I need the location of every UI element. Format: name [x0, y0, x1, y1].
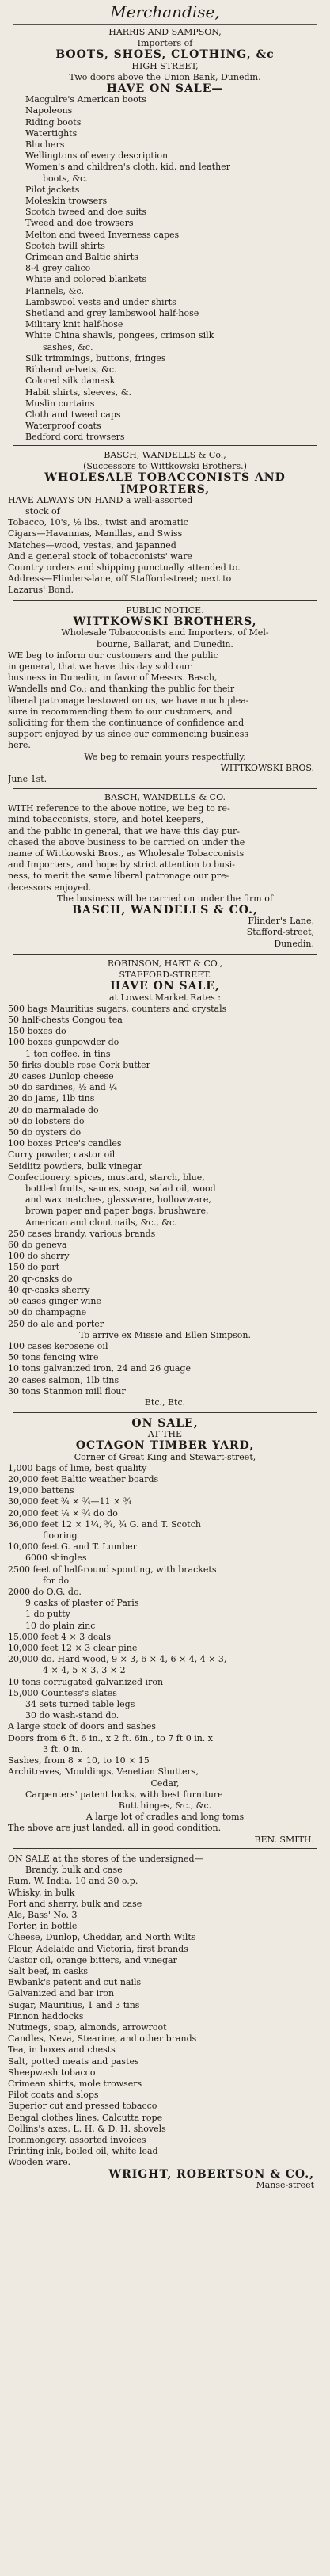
- ad-line: bourne, Ballarat, and Dunedin.: [97, 638, 233, 650]
- ad-line: Ironmongery, assorted invoices: [8, 2135, 146, 2146]
- ad-line: STAFFORD-STREET.: [119, 970, 211, 981]
- ad-line: 40 qr-casks sherry: [8, 1284, 90, 1295]
- ad-line: 10,000 feet G. and T. Lumber: [8, 1541, 137, 1553]
- ad-line: decessors enjoyed.: [8, 882, 92, 893]
- ad-line: WRIGHT, ROBERTSON & CO.,: [108, 2168, 314, 2180]
- ad-line: 9 casks of plaster of Paris: [25, 1598, 139, 1609]
- ad-line: Rum, W. India, 10 and 30 o.p.: [8, 1876, 138, 1887]
- ad-line: Matches—wood, vestas, and japanned: [8, 539, 176, 551]
- ad-line: 50 half-chests Congou tea: [8, 1015, 123, 1026]
- ad-line: Flannels, &c.: [25, 285, 84, 296]
- ad-line: 10 do plain zinc: [25, 1620, 96, 1631]
- ad-line: Silk trimmings, buttons, fringes: [25, 352, 166, 364]
- ad-wright-robertson: [8, 1854, 322, 2194]
- ad-line: Galvanized and bar iron: [8, 1988, 115, 1999]
- ad-line: boots, &c.: [43, 173, 88, 184]
- ad-line: Melton and tweed Inverness capes: [25, 229, 180, 240]
- ad-harris-and-sampson: [8, 27, 322, 443]
- ad-line: IMPORTERS,: [119, 483, 211, 495]
- ad-line: Lambswool vests and under shirts: [25, 296, 176, 307]
- ad-line: Habit shirts, sleeves, &.: [25, 387, 132, 398]
- ad-line: BASCH, WANDELLS & Co.,: [104, 450, 226, 460]
- ad-line: Riding boots: [25, 116, 82, 128]
- ad-line: Confectionery, spices, mustard, starch, blue,: [8, 1172, 205, 1183]
- section-heading: Merchandise,: [110, 2, 220, 21]
- ad-line: 50 cases ginger wine: [8, 1296, 101, 1307]
- ad-line: We beg to remain yours respectfully,: [84, 751, 246, 762]
- ad-line: Colored silk damask: [25, 375, 116, 387]
- ad-line: 2500 feet of half-round spouting, with brackets: [8, 1564, 217, 1575]
- ad-line: Finnon haddocks: [8, 2010, 84, 2022]
- ad-line: 250 cases brandy, various brands: [8, 1228, 156, 1239]
- ad-line: White and colored blankets: [25, 274, 147, 285]
- ad-line: ON SALE,: [131, 1418, 199, 1430]
- ad-line: 250 do ale and porter: [8, 1318, 104, 1329]
- ad-line: stock of: [25, 506, 60, 517]
- ad-line: ness, to merit the same liberal patronage our pre-: [8, 871, 229, 882]
- ad-line: Scotch twill shirts: [25, 240, 105, 251]
- ad-line: ON SALE at the stores of the undersigned—: [8, 1854, 203, 1864]
- ad-basch-wandells-tobacconists: [8, 450, 322, 597]
- ad-line: BEN. SMITH.: [254, 1834, 314, 1845]
- ad-line: at Lowest Market Rates :: [109, 992, 221, 1003]
- ad-octagon-timber-yard: [8, 1418, 322, 1846]
- ad-line: 20 cases Dunlop cheese: [8, 1071, 114, 1082]
- ad-line: Tobacco, 10's, ½ lbs., twist and aromatic: [8, 517, 188, 528]
- ad-line: June 1st.: [8, 774, 47, 785]
- ad-line: 1 do putty: [25, 1609, 70, 1620]
- ad-line: 20,000 do. Hard wood, 9 × 3, 6 × 4, 6 × 4, 4 × 3,: [8, 1654, 227, 1665]
- ad-line: Lazarus' Bond.: [8, 585, 74, 596]
- ad-line: 50 do sardines, ½ and ¼: [8, 1082, 117, 1093]
- ad-line: chased the above business to be carried on under the: [8, 836, 245, 848]
- ad-line: 20,000 feet Baltic weather boards: [8, 1474, 159, 1485]
- ad-line: here.: [8, 740, 31, 751]
- ad-line: 36,000 feet 12 × 1¼, ¾, ¾ G. and T. Scotch: [8, 1519, 201, 1530]
- ad-separator: [13, 954, 317, 955]
- ad-line: Bluchers: [25, 139, 65, 151]
- ad-line: Shetland and grey lambswool half-hose: [25, 308, 199, 319]
- ad-line: WITTKOWSKI BROTHERS,: [73, 616, 257, 628]
- ad-line: Country orders and shipping punctually attended to.: [8, 562, 241, 574]
- ad-line: 30 do wash-stand do.: [25, 1710, 119, 1721]
- ad-line: soliciting for them the continuance of confidence and: [8, 718, 245, 729]
- ad-line: Bengal clothes lines, Calcutta rope: [8, 2112, 163, 2123]
- ad-line: brown paper and paper bags, brushware,: [25, 1206, 209, 1217]
- ad-line: Crimean and Baltic shirts: [25, 252, 138, 263]
- ad-line: 20 cases salmon, 1lb tins: [8, 1374, 119, 1385]
- ad-line: name of Wittkowski Bros., as Wholesale Tobacconists: [8, 848, 245, 859]
- ad-line: Carpenters' patent locks, with best furniture: [25, 1789, 223, 1800]
- ad-line: 2000 do O.G. do.: [8, 1587, 82, 1598]
- ad-line: 50 do oysters do: [8, 1127, 82, 1138]
- ad-line: Tea, in boxes and chests: [8, 2044, 116, 2056]
- ad-separator: [13, 1848, 317, 1849]
- ad-line: Porter, in bottle: [8, 1921, 78, 1932]
- ad-line: Etc., Etc.: [144, 1397, 186, 1408]
- ad-line: 34 sets turned table legs: [25, 1699, 135, 1710]
- ad-line: 1 ton coffee, in tins: [25, 1048, 111, 1059]
- ad-line: Sheepwash tobacco: [8, 2067, 96, 2078]
- ad-line: 10,000 feet 12 × 3 clear pine: [8, 1643, 138, 1654]
- ad-line: Napoleons: [25, 105, 73, 116]
- ad-separator: [13, 445, 317, 446]
- ad-line: Cheese, Dunlop, Cheddar, and North Wilts: [8, 1932, 196, 1943]
- ad-line: Macgulre's American boots: [25, 94, 146, 105]
- ad-line: 100 do sherry: [8, 1251, 70, 1262]
- ad-line: for do: [43, 1575, 70, 1586]
- ad-line: HAVE ON SALE—: [106, 83, 224, 95]
- ad-separator: [13, 1412, 317, 1413]
- ad-line: flooring: [43, 1530, 78, 1541]
- ad-line: 50 do champagne: [8, 1307, 87, 1318]
- ad-line: 20 do marmalade do: [8, 1104, 99, 1115]
- ad-line: Military knit half-hose: [25, 319, 123, 330]
- ad-line: Dunedin.: [274, 938, 314, 949]
- ad-line: sure in recommending them to our customers, and: [8, 706, 233, 717]
- ad-line: Flinder's Lane,: [248, 916, 314, 927]
- ad-line: 15,000 Countess's slates: [8, 1687, 117, 1698]
- ad-line: Wellingtons of every description: [25, 151, 169, 162]
- ad-line: Pilot coats and slops: [8, 2090, 99, 2101]
- ad-line: liberal patronage bestowed on us, we have much plea-: [8, 695, 249, 706]
- ad-line: support enjoyed by us since our commencing business: [8, 729, 249, 740]
- ad-line: 10 tons corrugated galvanized iron: [8, 1676, 164, 1687]
- ad-line: (Successors to Wittkowski Brothers.): [83, 461, 247, 472]
- ad-line: To arrive ex Missie and Ellen Simpson.: [79, 1329, 251, 1340]
- ad-line: Bedford cord trowsers: [25, 432, 125, 443]
- ad-line: business in Dunedin, in favor of Messrs. Basch,: [8, 673, 218, 684]
- ad-separator: [13, 600, 317, 601]
- ad-line: Wandells and Co.; and thanking the public for their: [8, 684, 235, 695]
- ad-line: Corner of Great King and Stewart-street,: [74, 1451, 256, 1462]
- ad-line: BOOTS, SHOES, CLOTHING, &c: [55, 49, 275, 61]
- ad-line: 6000 shingles: [25, 1553, 87, 1564]
- ad-line: Ewbank's patent and cut nails: [8, 1977, 142, 1988]
- ad-line: HAVE ON SALE,: [110, 981, 220, 993]
- ad-line: Sashes, from 8 × 10, to 10 × 15: [8, 1755, 150, 1766]
- ad-line: 20 qr-casks do: [8, 1273, 73, 1284]
- ad-line: Collins's axes, L. H. & D. H. shovels: [8, 2123, 166, 2134]
- ad-line: A large stock of doors and sashes: [8, 1721, 156, 1732]
- ad-line: 100 cases kerosene oil: [8, 1340, 108, 1351]
- ad-line: Cloth and tweed caps: [25, 409, 121, 420]
- ad-line: 15,000 feet 4 × 3 deals: [8, 1631, 111, 1642]
- ad-basch-wandells-notice: [8, 792, 322, 951]
- ad-line: Brandy, bulk and case: [25, 1865, 123, 1876]
- ad-line: WITH reference to the above notice, we beg to re-: [8, 803, 230, 814]
- ad-line: Scotch tweed and doe suits: [25, 207, 147, 218]
- ad-line: 500 bags Mauritius sugars, counters and crystals: [8, 1003, 227, 1014]
- ad-separator: [13, 788, 317, 789]
- ad-line: Superior cut and pressed tobacco: [8, 2101, 157, 2112]
- ad-line: Nutmegs, soap, almonds, arrowroot: [8, 2022, 167, 2033]
- ad-line: 150 do port: [8, 1262, 59, 1273]
- ad-line: Manse-street: [256, 2179, 314, 2190]
- ad-line: mind tobacconists, store, and hotel keepers,: [8, 814, 204, 825]
- ad-line: BASCH, WANDELLS & CO.,: [72, 905, 258, 916]
- ad-line: 100 boxes gunpowder do: [8, 1037, 119, 1048]
- heading-rule: [13, 24, 317, 25]
- ad-line: HIGH STREET,: [131, 60, 199, 71]
- ad-line: Flour, Adelaide and Victoria, first brands: [8, 1943, 188, 1954]
- ad-line: Wholesale Tobacconists and Importers, of Mel-: [61, 627, 269, 638]
- ad-line: PUBLIC NOTICE.: [126, 605, 204, 615]
- ad-line: 10 tons galvanized iron, 24 and 26 guage: [8, 1363, 191, 1374]
- ad-line: Cigars—Havannas, Manillas, and Swiss: [8, 528, 183, 539]
- ad-line: WHOLESALE TOBACCONISTS AND: [44, 472, 286, 484]
- ad-line: Pilot jackets: [25, 184, 80, 195]
- ad-line: 4 × 4, 5 × 3, 3 × 2: [43, 1665, 126, 1676]
- ad-line: Doors from 6 ft. 6 in., x 2 ft. 6in., to 7 ft 0 in. x: [8, 1732, 213, 1743]
- ad-line: Butt hinges, &c., &c.: [118, 1800, 212, 1811]
- ad-line: Seidlitz powders, bulk vinegar: [8, 1160, 142, 1172]
- ad-line: WITTKOWSKI BROS.: [220, 762, 314, 773]
- ad-line: 30,000 feet ¾ × ¾—11 × ¾: [8, 1496, 132, 1507]
- ad-line: And a general stock of tobacconists' ware: [8, 551, 192, 562]
- ad-line: and wax matches, glassware, hollowware,: [25, 1195, 211, 1206]
- ad-line: Watertights: [25, 128, 78, 139]
- ad-line: 50 firks double rose Cork butter: [8, 1059, 150, 1070]
- ad-line: 8-4 grey calico: [25, 263, 91, 274]
- ad-line: The above are just landed, all in good condition.: [8, 1823, 222, 1834]
- ad-line: Curry powder, castor oil: [8, 1149, 116, 1160]
- ad-line: 50 do lobsters do: [8, 1115, 85, 1126]
- ad-line: HAVE ALWAYS ON HAND a well-assorted: [8, 494, 193, 505]
- ad-line: Address—Flinders-lane, off Stafford-street; next to: [8, 574, 232, 585]
- ad-line: Wooden ware.: [8, 2157, 71, 2168]
- ad-line: Cedar,: [150, 1778, 180, 1789]
- ad-line: Stafford-street,: [246, 927, 314, 938]
- ad-line: 60 do geneva: [8, 1240, 67, 1251]
- ad-line: White China shawls, pongees, crimson silk: [25, 330, 214, 341]
- ad-line: Tweed and doe trowsers: [25, 218, 134, 229]
- ad-line: 3 ft. 0 in.: [43, 1743, 83, 1755]
- ad-line: Moleskin trowsers: [25, 196, 108, 207]
- ad-line: Two doors above the Union Bank, Dunedin.: [69, 71, 261, 82]
- ad-line: 50 tons fencing wire: [8, 1352, 99, 1363]
- ad-line: Architraves, Mouldings, Venetian Shutters,: [8, 1766, 199, 1778]
- ad-line: Women's and children's cloth, kid, and leather: [25, 162, 230, 173]
- ad-line: ROBINSON, HART & CO.,: [107, 958, 223, 969]
- ad-line: Importers of: [137, 38, 193, 49]
- ad-line: Printing ink, boiled oil, white lead: [8, 2146, 158, 2157]
- ad-line: 150 boxes do: [8, 1026, 66, 1037]
- ad-line: in general, that we have this day sold our: [8, 661, 192, 673]
- ad-line: The business will be carried on under the firm of: [57, 893, 273, 904]
- ad-line: 1,000 bags of lime, best quality: [8, 1462, 147, 1473]
- ad-line: bottled fruits, sauces, soap, salad oil, wood: [25, 1183, 216, 1195]
- ad-line: and Importers, and hope by strict attention to busi-: [8, 859, 235, 871]
- ad-line: BASCH, WANDELLS & CO.: [104, 792, 226, 802]
- ad-line: 20,000 feet ¼ × ¾ do do: [8, 1507, 118, 1519]
- ad-line: Whisky, in bulk: [8, 1887, 75, 1898]
- ad-line: WE beg to inform our customers and the public: [8, 650, 218, 661]
- ad-line: 30 tons Stanmon mill flour: [8, 1385, 126, 1397]
- ad-robinson-hart: [8, 958, 322, 1410]
- ad-line: Salt, potted meats and pastes: [8, 2056, 139, 2067]
- ad-line: American and clout nails, &c., &c.: [25, 1217, 177, 1228]
- ad-line: 100 boxes Price's candles: [8, 1138, 122, 1149]
- ad-line: AT THE: [147, 1429, 183, 1440]
- ad-line: Ribband velvets, &c.: [25, 364, 117, 375]
- ad-line: A large lot of cradles and long toms: [85, 1812, 245, 1823]
- ad-line: Sugar, Mauritius, 1 and 3 tins: [8, 1999, 140, 2010]
- ad-public-notice: [8, 605, 322, 786]
- ad-line: Castor oil, orange bitters, and vinegar: [8, 1954, 177, 1965]
- ad-line: sashes, &c.: [43, 341, 93, 352]
- ad-line: Candles, Neva, Stearine, and other brands: [8, 2033, 197, 2044]
- ad-line: Salt beef, in casks: [8, 1966, 89, 1977]
- ad-line: Muslin curtains: [25, 398, 95, 409]
- ad-line: 20 do jams, 1lb tins: [8, 1093, 95, 1104]
- ad-line: Port and sherry, bulk and case: [8, 1898, 142, 1909]
- ad-line: and the public in general, that we have this day pur-: [8, 825, 240, 836]
- ad-line: HARRIS AND SAMPSON,: [108, 27, 222, 37]
- ad-line: Ale, Bass' No. 3: [8, 1910, 78, 1921]
- ad-line: Crimean shirts, mole trowsers: [8, 2079, 142, 2090]
- ad-line: 19,000 battens: [8, 1485, 74, 1496]
- ad-line: Waterproof coats: [25, 421, 101, 432]
- ad-line: OCTAGON TIMBER YARD,: [75, 1440, 255, 1452]
